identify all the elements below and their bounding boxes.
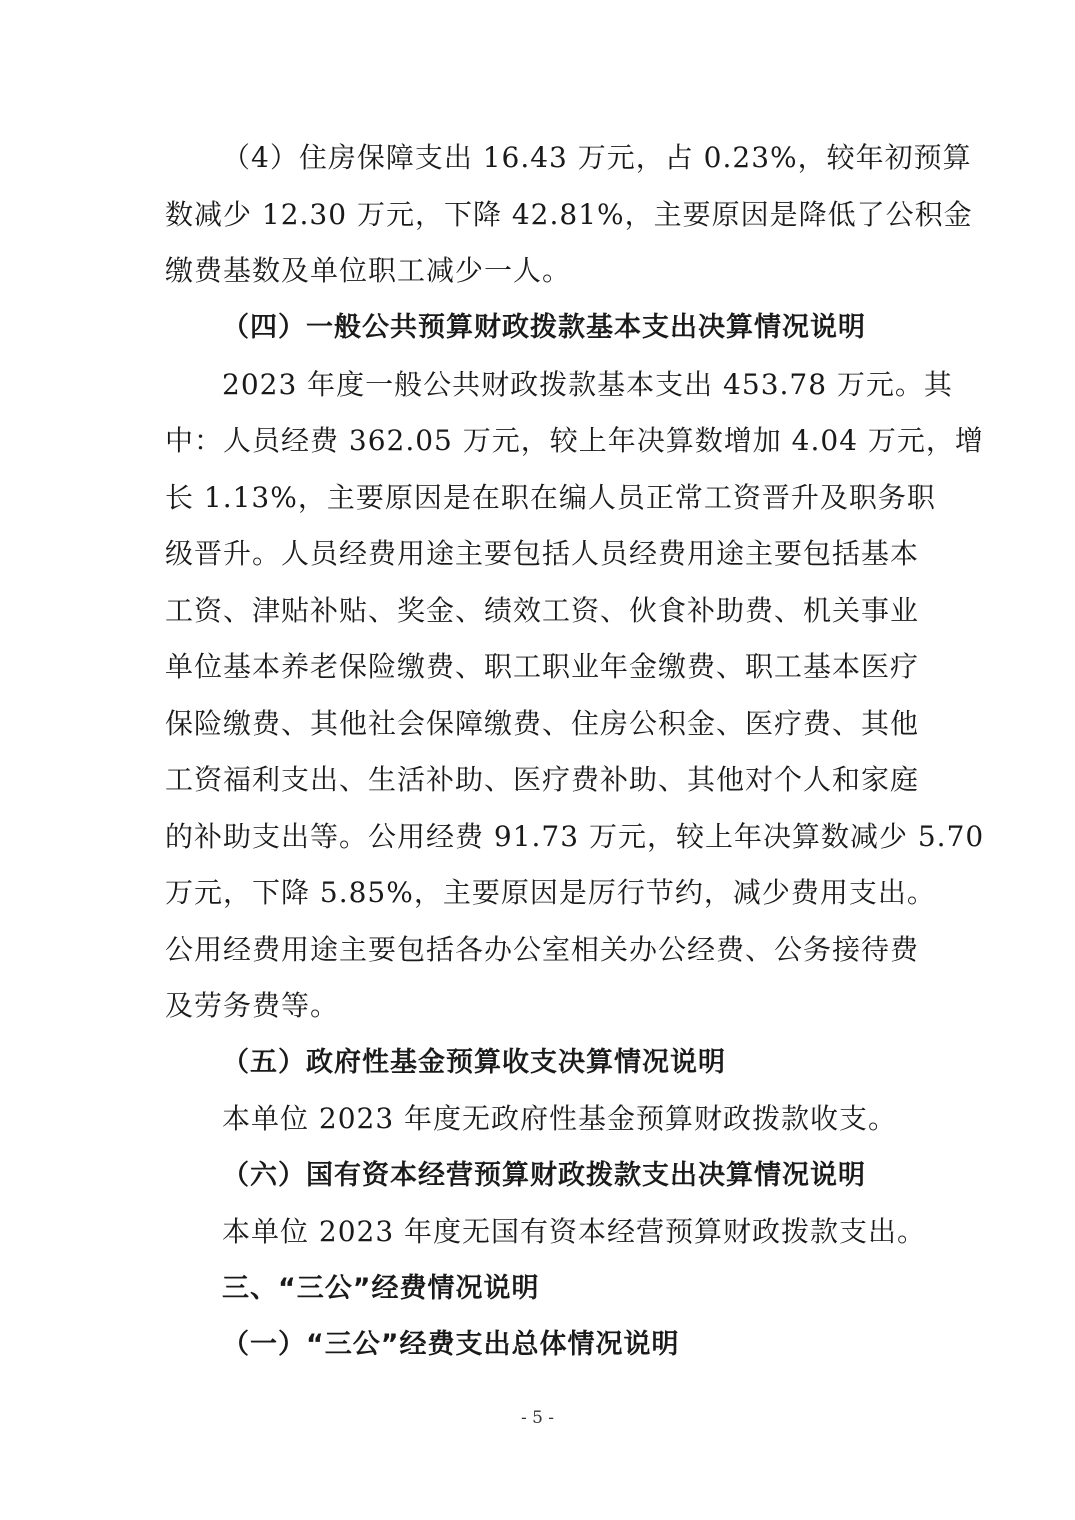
para2-line10: 万元，下降 5.85%，主要原因是厉行节约，减少费用支出。 xyxy=(165,876,936,909)
heading-section-5: （五）政府性基金预算收支决算情况说明 xyxy=(222,1047,726,1078)
para2-line1: 2023 年度一般公共财政拨款基本支出 453.78 万元。其 xyxy=(222,368,953,401)
para2-line3: 长 1.13%，主要原因是在职在编人员正常工资晋升及职务职 xyxy=(165,481,936,514)
para2-line11: 公用经费用途主要包括各办公室相关办公经费、公务接待费 xyxy=(165,933,920,966)
heading-section-4: （四）一般公共预算财政拨款基本支出决算情况说明 xyxy=(222,312,866,343)
para2-line2: 中：人员经费 362.05 万元，较上年决算数增加 4.04 万元，增 xyxy=(165,424,984,457)
para2-line12: 及劳务费等。 xyxy=(165,989,340,1022)
para2-line5: 工资、津贴补贴、奖金、绩效工资、伙食补助费、机关事业 xyxy=(165,594,920,627)
heading-sub-1: （一）“三公”经费支出总体情况说明 xyxy=(222,1329,680,1360)
para1-line1: （4）住房保障支出 16.43 万元，占 0.23%，较年初预算 xyxy=(222,141,972,174)
para2-line4: 级晋升。人员经费用途主要包括人员经费用途主要包括基本 xyxy=(165,537,920,570)
para1-line3: 缴费基数及单位职工减少一人。 xyxy=(165,254,572,287)
para2-line8: 工资福利支出、生活补助、医疗费补助、其他对个人和家庭 xyxy=(165,763,920,796)
para1-line2: 数减少 12.30 万元，下降 42.81%，主要原因是降低了公积金 xyxy=(165,198,973,231)
heading-section-6: （六）国有资本经营预算财政拨款支出决算情况说明 xyxy=(222,1160,866,1191)
para2-line9: 的补助支出等。公用经费 91.73 万元，较上年决算数减少 5.70 xyxy=(165,820,985,853)
para2-line6: 单位基本养老保险缴费、职工职业年金缴费、职工基本医疗 xyxy=(165,650,920,683)
para4: 本单位 2023 年度无国有资本经营预算财政拨款支出。 xyxy=(222,1215,927,1248)
section-3-title: 三、“三公”经费情况说明 xyxy=(222,1273,540,1304)
para3: 本单位 2023 年度无政府性基金预算财政拨款收支。 xyxy=(222,1102,898,1135)
page-number: - 5 - xyxy=(520,1408,555,1428)
para2-line7: 保险缴费、其他社会保障缴费、住房公积金、医疗费、其他 xyxy=(165,707,920,740)
